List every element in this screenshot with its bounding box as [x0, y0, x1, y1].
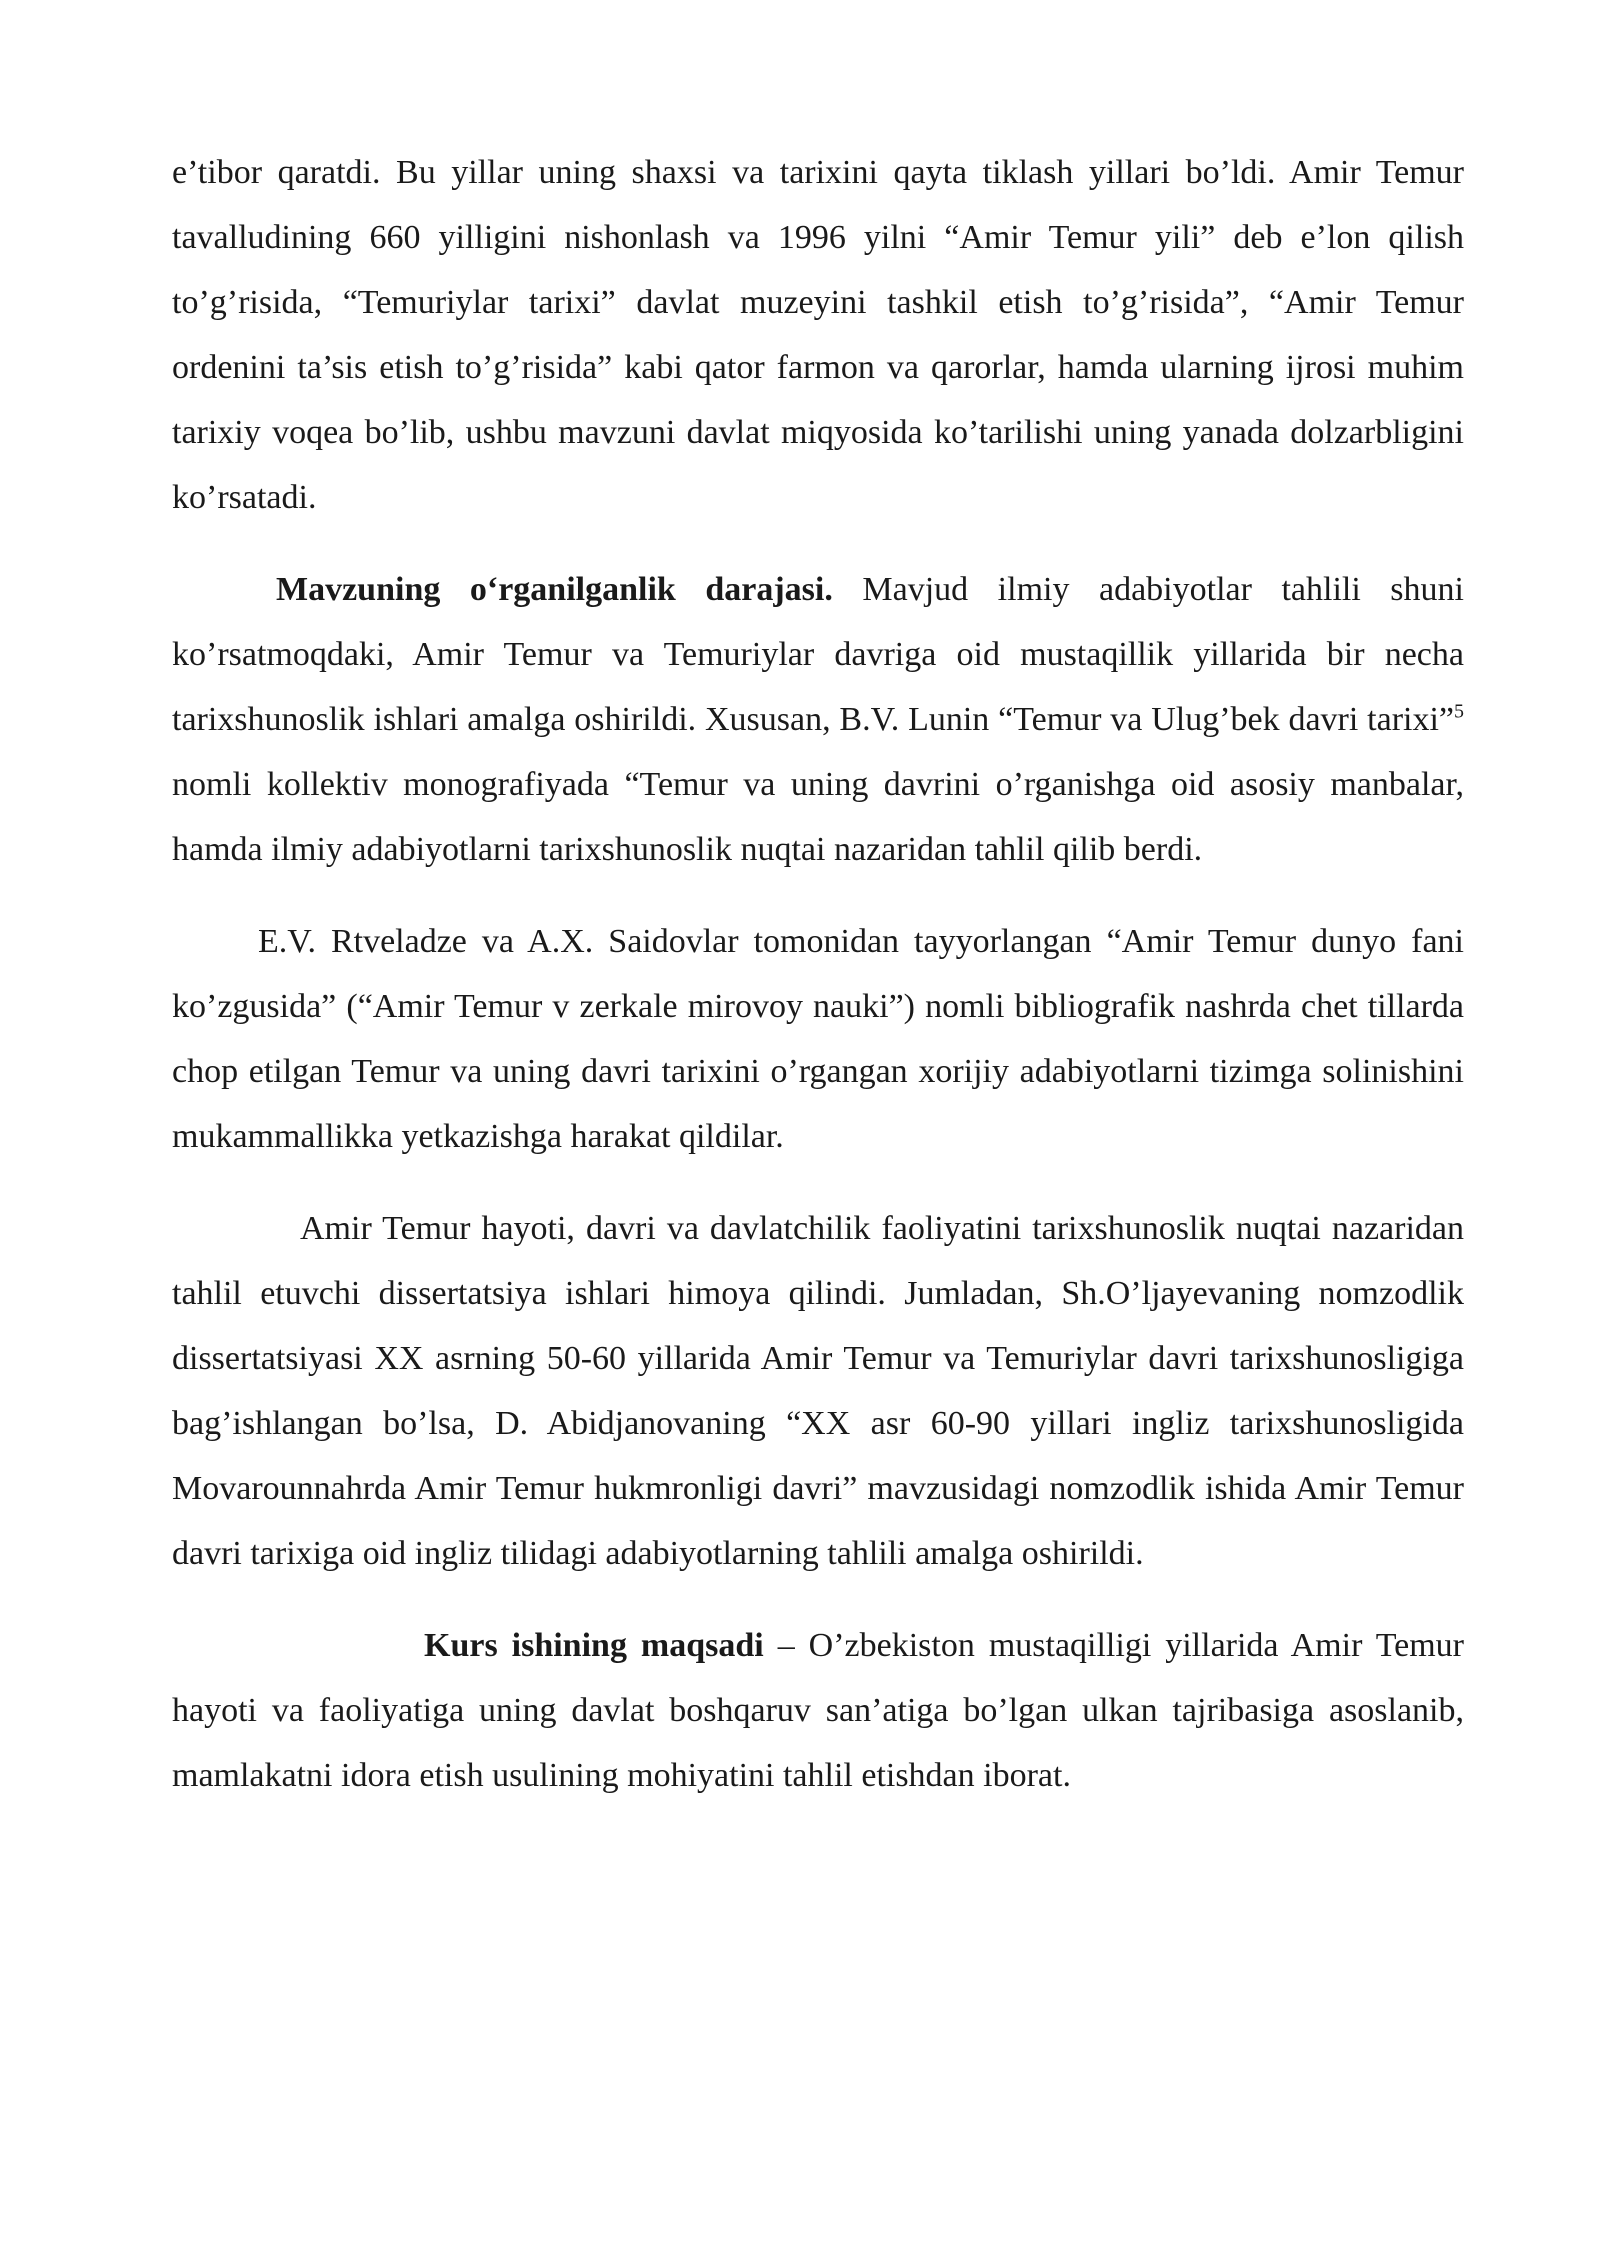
research-level-text: Mavjud ilmiy adabiyotlar tahlili shuni ko’rsatmoqdaki, Amir Temur va Temuriylar davriga oid mustaqillik yillarida bir necha tarixshunoslik ishlari amalga oshirildi. Xususan, B.V. Lunin “Temur va Ulug’bek davri tarixi” — [172, 571, 1464, 738]
course-goal-heading: Kurs ishining maqsadi — [424, 1627, 764, 1664]
paragraph-course-goal — [172, 1613, 1464, 1808]
research-level-heading: Mavzuning o‘rganilganlik darajasi. — [276, 571, 833, 608]
paragraph-bibliography-text: E.V. Rtveladze va A.X. Saidovlar tomonidan tayyorlangan “Amir Temur dunyo fani ko’zgusida” (“Amir Temur v zerkale mirovoy nauki”) nomli bibliografik nashrda chet tillarda chop etilgan Temur va uning davri tarixini o’rgangan xorijiy adabiyotlarni tizimga solinishini mukammallikka yetkazishga harakat qildilar. — [172, 923, 1464, 1155]
document-page — [172, 140, 1464, 1835]
paragraph-intro-text: e’tibor qaratdi. Bu yillar uning shaxsi va tarixini qayta tiklash yillari bo’ldi. Amir Temur tavalludining 660 yilligini nishonlash va 1996 yilni “Amir Temur yili” deb e’lon qilish to’g’risida, “Temuriylar tarixi” davlat muzeyini tashkil etish to’g’risida”, “Amir Temur ordenini ta’sis etish to’g’risida” kabi qator farmon va qarorlar, hamda ularning ijrosi muhim tarixiy voqea bo’lib, ushbu mavzuni davlat miqyosida ko’tarilishi uning yanada dolzarbligini ko’rsatadi. — [172, 154, 1464, 516]
paragraph-research-level — [172, 557, 1464, 882]
paragraph-bibliography — [172, 909, 1464, 1169]
course-goal-text: – O’zbekiston mustaqilligi yillarida Amir Temur hayoti va faoliyatiga uning davlat boshqaruv san’atiga bo’lgan ulkan tajribasiga asoslanib, mamlakatni idora etish usulining mohiyatini tahlil etishdan iborat. — [172, 1627, 1464, 1794]
research-level-text-continued: nomli kollektiv monografiyada “Temur va uning davrini o’rganishga oid asosiy manbalar, hamda ilmiy adabiyotlarni tarixshunoslik nuqtai nazaridan tahlil qilib berdi. — [172, 766, 1464, 868]
paragraph-dissertations — [172, 1196, 1464, 1586]
paragraph-dissertations-text: Amir Temur hayoti, davri va davlatchilik faoliyatini tarixshunoslik nuqtai nazaridan tahlil etuvchi dissertatsiya ishlari himoya qilindi. Jumladan, Sh.O’ljayevaning nomzodlik dissertatsiyasi XX asrning 50-60 yillarida Amir Temur va Temuriylar davri tarixshunosligiga bag’ishlangan bo’lsa, D. Abidjanovaning “XX asr 60-90 yillari ingliz tarixshunosligida Movarounnahrda Amir Temur hukmronligi davri” mavzusidagi nomzodlik ishida Amir Temur davri tarixiga oid ingliz tilidagi adabiyotlarning tahlili amalga oshirildi. — [172, 1210, 1464, 1572]
footnote-mark: 5 — [1454, 700, 1464, 723]
paragraph-intro — [172, 140, 1464, 530]
